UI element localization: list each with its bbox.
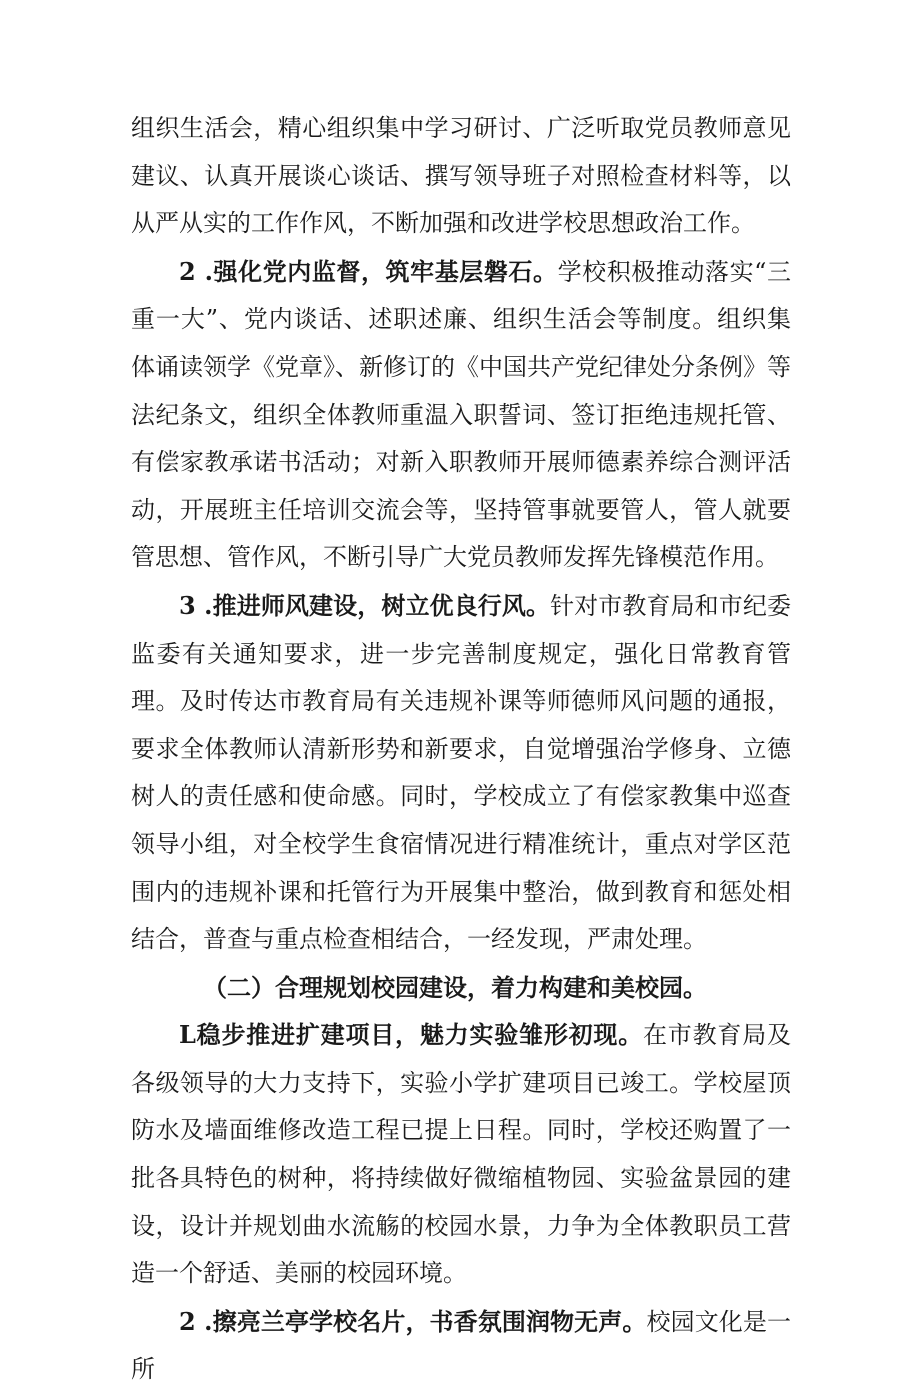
document-page xyxy=(131,105,791,1394)
paragraph-lead-heading: 2 .强化党内监督，筑牢基层磐石。 xyxy=(179,256,558,286)
paragraph-lead-heading: 2 .擦亮兰亭学校名片，书香氛围润物无声。 xyxy=(179,1306,647,1336)
paragraph-body: 在市教育局及各级领导的大力支持下，实验小学扩建项目已竣工。学校屋顶防水及墙面维修改造工程已提上日程。同时，学校还购置了一批各具特色的树种，将持续做好微缩植物园、实验盆景园的建设，设计并规划曲水流觞的校园水景，力争为全体教职员工营造一个舒适、美丽的校园环境。 xyxy=(131,1021,791,1288)
paragraph-body: 组织生活会，精心组织集中学习研讨、广泛听取党员教师意见建议、认真开展谈心谈话、撰写领导班子对照检查材料等，以从严从实的工作作风，不断加强和改进学校思想政治工作。 xyxy=(131,114,791,238)
paragraph-lead-heading: 3 .推进师风建设，树立优良行风。 xyxy=(179,590,551,620)
section-heading: （二）合理规划校园建设，着力构建和美校园。 xyxy=(203,972,707,1002)
paragraph-body: 针对市教育局和市纪委监委有关通知要求，进一步完善制度规定，强化日常教育管理。及时传达市教育局有关违规补课等师德师风问题的通报，要求全体教师认清新形势和新要求，自觉增强治学修身、立德树人的责任感和使命感。同时，学校成立了有偿家教集中巡查领导小组，对全校学生食宿情况进行精准统计，重点对学区范围内的违规补课和托管行为开展集中整治，做到教育和惩处相结合，普查与重点检查相结合，一经发现，严肃处理。 xyxy=(131,591,791,954)
paragraph-body: 学校积极推动落实“三重一大”、党内谈话、述职述廉、组织生活会等制度。组织集体诵读领学《党章》、新修订的《中国共产党纪律处分条例》等法纪条文，组织全体教师重温入职誓词、签订拒绝违规托管、有偿家教承诺书活动；对新入职教师开展师德素养综合测评活动，开展班主任培训交流会等，坚持管事就要管人，管人就要管思想、管作风，不断引导广大党员教师发挥先锋模范作用。 xyxy=(131,257,791,572)
paragraph-body: 校园文化是一所 xyxy=(131,1307,791,1384)
paragraph-teacher-ethics xyxy=(131,582,791,964)
paragraph-party-supervision xyxy=(131,248,791,582)
paragraph-lead-heading: L稳步推进扩建项目，魅力实验雏形初现。 xyxy=(179,1020,644,1050)
paragraph-continuation xyxy=(131,105,791,248)
paragraph-school-brand xyxy=(131,1298,791,1394)
paragraph-expansion-project xyxy=(131,1011,791,1298)
